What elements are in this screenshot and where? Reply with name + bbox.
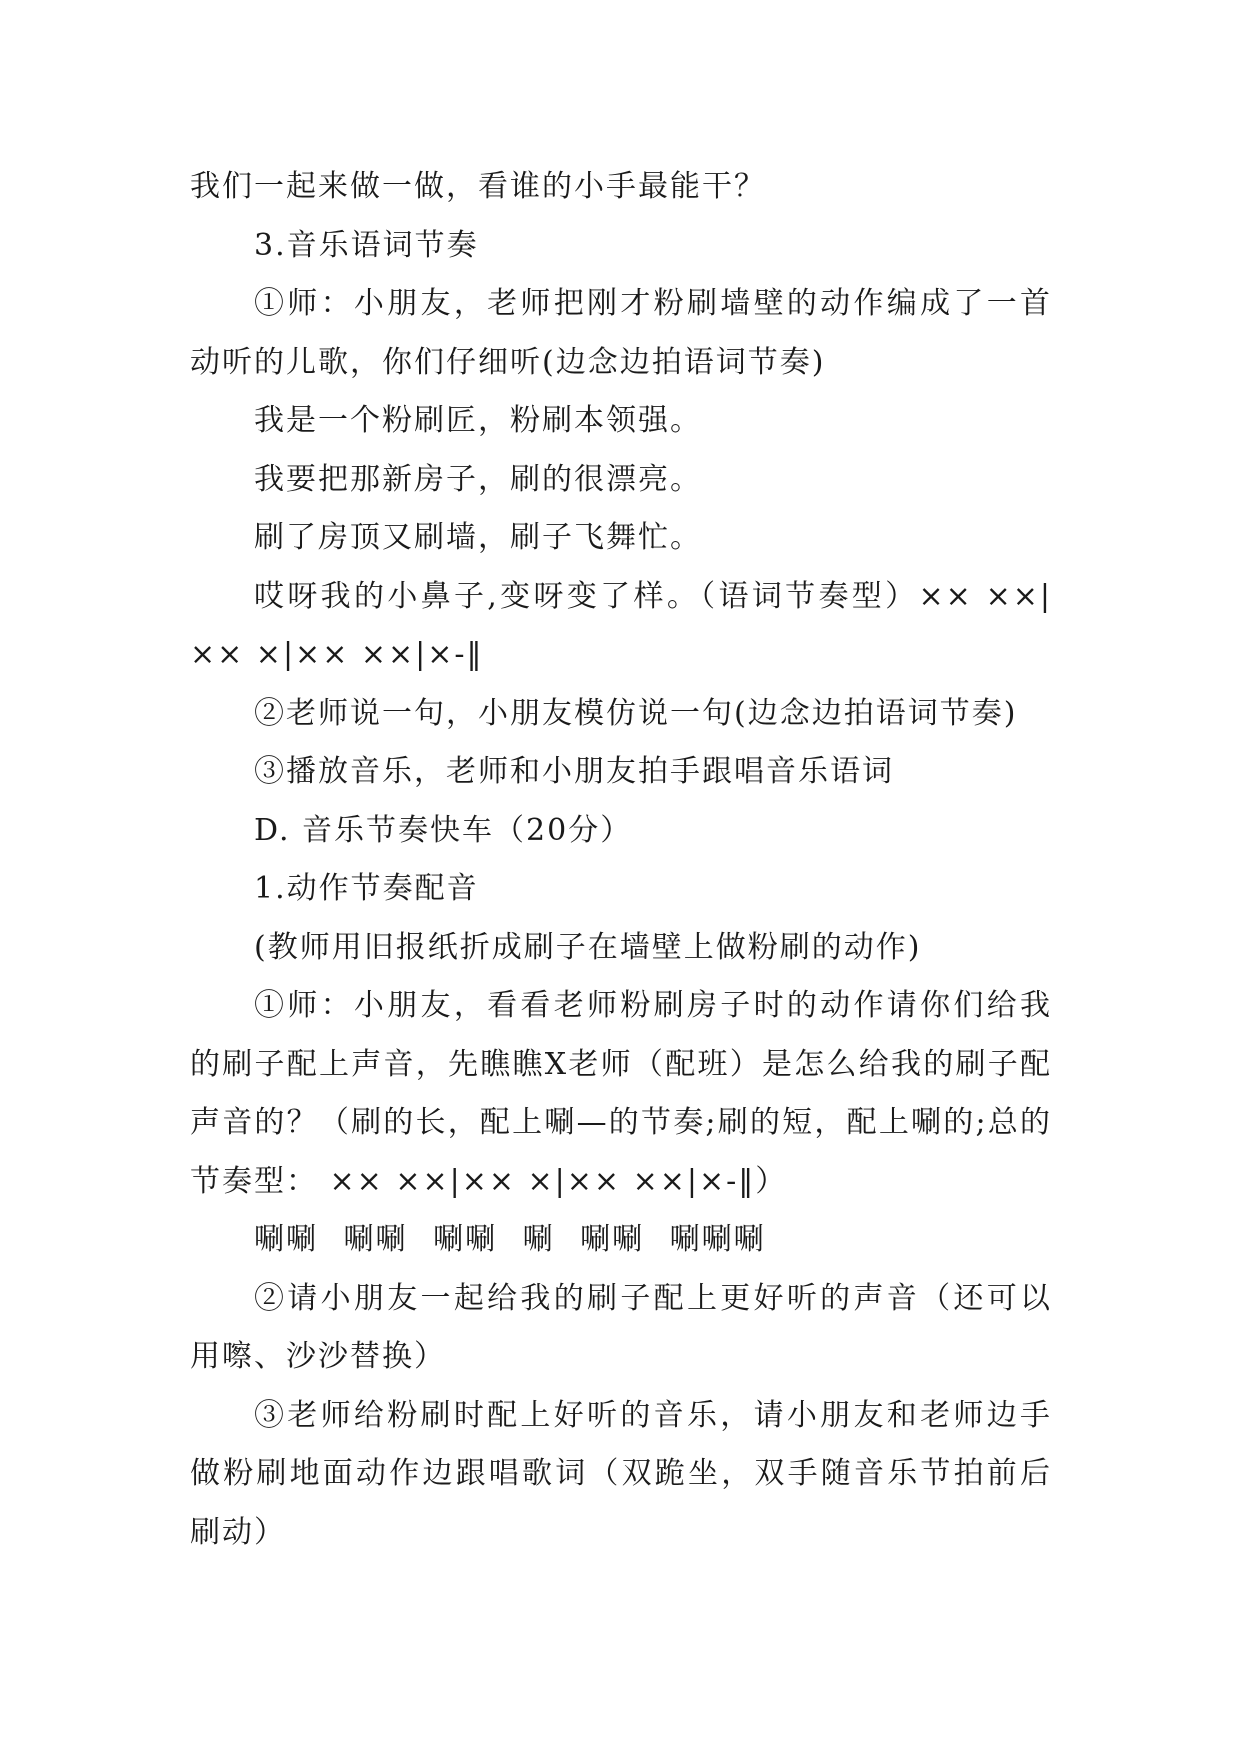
rhyme-line-4-with-rhythm: 哎呀我的小鼻子,变呀变了样。（语词节奏型）×× ××|×× ×|×× ××|×-‖ [190,578,1052,672]
paragraph-onomatopoeia: 唰唰 唰唰 唰唰 唰 唰唰 唰唰唰 [254,1222,766,1257]
document-page [190,158,1052,1562]
rhyme-line-3: 刷了房顶又刷墙，刷子飞舞忙。 [254,520,702,555]
paragraph-intro: 我们一起来做一做，看谁的小手最能干？ [190,169,766,204]
paragraph-teacher-rhyme: ①师：小朋友，老师把刚才粉刷墙壁的动作编成了一首动听的儿歌，你们仔细听(边念边拍语词节奏) [190,286,1052,380]
rhyme-line-2: 我要把那新房子，刷的很漂亮。 [254,461,702,497]
rhyme-line-1: 我是一个粉刷匠，粉刷本领强。 [254,403,702,438]
paragraph-brush-sound: ①师：小朋友，看看老师粉刷房子时的动作请你们给我的刷子配上声音，先瞧瞧X老师（配班）是怎么给我的刷子配声音的？（刷的长，配上唰—的节奏;刷的短，配上唰的;总的节奏型： ×× ××|×× ×|×× ××|×-‖） [190,988,1052,1199]
paragraph-better-sound: ②请小朋友一起给我的刷子配上更好听的声音（还可以用嚓、沙沙替换） [190,1280,1052,1374]
paragraph-music-brushing: ③老师给粉刷时配上好听的音乐，请小朋友和老师边手做粉刷地面动作边跟唱歌词（双跪坐，双手随音乐节拍前后刷动） [190,1397,1052,1550]
section-heading-d: D. 音乐节奏快车（20分） [254,812,633,848]
paragraph-play-music: ③播放音乐，老师和小朋友拍手跟唱音乐语词 [254,754,894,789]
heading-action-rhythm-dubbing: 1.动作节奏配音 [254,871,479,906]
paragraph-imitate: ②老师说一句，小朋友模仿说一句(边念边拍语词节奏) [254,695,1018,731]
heading-music-word-rhythm: 3.音乐语词节奏 [254,227,479,263]
paragraph-teacher-action: (教师用旧报纸折成刷子在墙壁上做粉刷的动作) [254,929,922,965]
